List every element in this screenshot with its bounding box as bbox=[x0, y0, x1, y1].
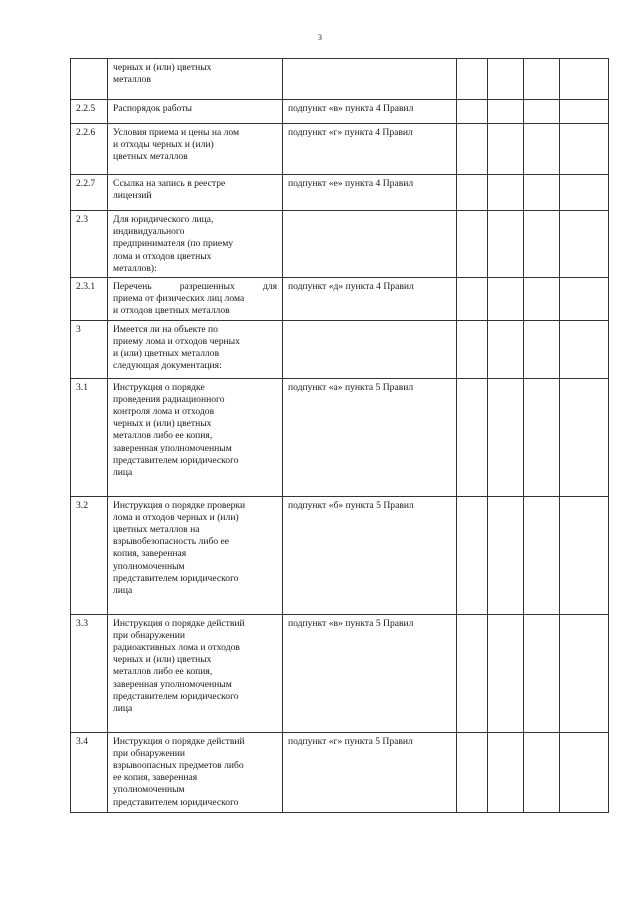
legal-reference-cell: подпункт «б» пункта 5 Правил bbox=[283, 496, 457, 614]
answer-na-cell[interactable] bbox=[524, 100, 560, 124]
item-number-cell: 2.2.5 bbox=[71, 100, 108, 124]
answer-yes-cell[interactable] bbox=[457, 175, 488, 211]
table-row bbox=[71, 278, 609, 321]
requirement-text-cell bbox=[108, 278, 283, 321]
requirement-text-line: Инструкция о порядке действий bbox=[113, 735, 245, 747]
requirement-text-line: металлов): bbox=[113, 262, 157, 274]
requirement-text-line: лома и отходов цветных bbox=[113, 250, 212, 262]
requirement-text-cell bbox=[108, 124, 283, 175]
table-row bbox=[71, 175, 609, 211]
note-cell[interactable] bbox=[560, 496, 609, 614]
requirement-text-cell bbox=[108, 59, 283, 100]
requirement-text-line: представителем юридического bbox=[113, 796, 239, 808]
answer-na-cell[interactable] bbox=[524, 59, 560, 100]
answer-yes-cell[interactable] bbox=[457, 100, 488, 124]
requirement-text-line: копия, заверенная bbox=[113, 548, 187, 560]
requirement-text-line: и (или) цветных металлов bbox=[113, 348, 220, 360]
item-number-cell: 2.2.6 bbox=[71, 124, 108, 175]
answer-no-cell[interactable] bbox=[488, 124, 524, 175]
requirement-text-line: ее копия, заверенная bbox=[113, 772, 198, 784]
legal-reference-cell: подпункт «в» пункта 4 Правил bbox=[283, 100, 457, 124]
legal-reference-cell: подпункт «в» пункта 5 Правил bbox=[283, 614, 457, 732]
requirement-text-line: уполномоченным bbox=[113, 560, 185, 572]
requirement-text-line: индивидуального bbox=[113, 226, 185, 238]
answer-yes-cell[interactable] bbox=[457, 496, 488, 614]
requirement-text-line: представителем юридического bbox=[113, 454, 239, 466]
note-cell[interactable] bbox=[560, 278, 609, 321]
requirement-text-line: черных и (или) цветных bbox=[113, 62, 212, 73]
answer-no-cell[interactable] bbox=[488, 378, 524, 496]
requirement-text-line: Инструкция о порядке bbox=[113, 381, 205, 393]
answer-yes-cell[interactable] bbox=[457, 614, 488, 732]
answer-na-cell[interactable] bbox=[524, 496, 560, 614]
requirement-text-line: приему лома и отходов черных bbox=[113, 335, 240, 347]
answer-na-cell[interactable] bbox=[524, 320, 560, 378]
answer-yes-cell[interactable] bbox=[457, 320, 488, 378]
answer-yes-cell[interactable] bbox=[457, 278, 488, 321]
requirement-text-line: при обнаружении bbox=[113, 747, 186, 759]
table-row bbox=[71, 732, 609, 812]
answer-no-cell[interactable] bbox=[488, 320, 524, 378]
legal-reference-cell: подпункт «г» пункта 5 Правил bbox=[283, 732, 457, 812]
answer-no-cell[interactable] bbox=[488, 100, 524, 124]
table-row bbox=[71, 211, 609, 278]
legal-reference-cell: подпункт «д» пункта 4 Правил bbox=[283, 278, 457, 321]
table-row bbox=[71, 496, 609, 614]
requirement-text-line: цветных металлов bbox=[113, 151, 188, 163]
requirement-text-line: уполномоченным bbox=[113, 784, 185, 796]
requirement-text-line: взрывоопасных предметов либо bbox=[113, 760, 244, 772]
answer-no-cell[interactable] bbox=[488, 614, 524, 732]
requirement-text-cell bbox=[108, 732, 283, 812]
requirement-text-line: заверенная уполномоченным bbox=[113, 442, 232, 454]
note-cell[interactable] bbox=[560, 175, 609, 211]
answer-na-cell[interactable] bbox=[524, 378, 560, 496]
item-number-cell: 3.3 bbox=[71, 614, 108, 732]
item-number-cell: 2.3.1 bbox=[71, 278, 108, 321]
note-cell[interactable] bbox=[560, 59, 609, 100]
note-cell[interactable] bbox=[560, 320, 609, 378]
item-number-cell: 3.4 bbox=[71, 732, 108, 812]
answer-no-cell[interactable] bbox=[488, 278, 524, 321]
requirement-text-line: приема от физических лиц лома bbox=[113, 293, 245, 305]
page-number: 3 bbox=[318, 33, 322, 42]
item-number-cell: 2.2.7 bbox=[71, 175, 108, 211]
requirement-text-cell bbox=[108, 378, 283, 496]
answer-na-cell[interactable] bbox=[524, 211, 560, 278]
requirement-text-line: Инструкция о порядке проверки bbox=[113, 499, 246, 511]
item-number-cell bbox=[71, 59, 108, 100]
table-row bbox=[71, 378, 609, 496]
table-row bbox=[71, 320, 609, 378]
answer-yes-cell[interactable] bbox=[457, 378, 488, 496]
answer-yes-cell[interactable] bbox=[457, 124, 488, 175]
table-row bbox=[71, 100, 609, 124]
answer-yes-cell[interactable] bbox=[457, 732, 488, 812]
note-cell[interactable] bbox=[560, 614, 609, 732]
answer-yes-cell[interactable] bbox=[457, 211, 488, 278]
table-row bbox=[71, 124, 609, 175]
requirement-text-line: Инструкция о порядке действий bbox=[113, 617, 245, 629]
item-number-cell: 3 bbox=[71, 320, 108, 378]
legal-reference-cell bbox=[283, 211, 457, 278]
requirement-text-cell bbox=[108, 320, 283, 378]
requirement-text-line: представителем юридического bbox=[113, 690, 239, 702]
legal-reference-cell bbox=[283, 59, 457, 100]
requirement-text-line: Условия приема и цены на лом bbox=[113, 127, 240, 138]
requirement-text-line: металлов bbox=[113, 74, 151, 86]
answer-na-cell[interactable] bbox=[524, 614, 560, 732]
requirement-text-line: черных и (или) цветных bbox=[113, 654, 212, 666]
requirement-text-line: Распорядок работы bbox=[113, 103, 192, 114]
checklist-table-body bbox=[71, 59, 609, 813]
requirement-text-line: и отходов цветных металлов bbox=[113, 305, 230, 317]
requirement-text-line: контроля лома и отходов bbox=[113, 406, 215, 418]
requirement-text-line: Для юридического лица, bbox=[113, 214, 214, 225]
requirement-text-line: проведения радиационного bbox=[113, 393, 225, 405]
answer-na-cell[interactable] bbox=[524, 124, 560, 175]
requirement-text-line: Ссылка на запись в реестре bbox=[113, 178, 226, 189]
legal-reference-cell: подпункт «е» пункта 4 Правил bbox=[283, 175, 457, 211]
requirement-text-line: следующая документация: bbox=[113, 360, 222, 372]
requirement-text-cell bbox=[108, 175, 283, 211]
requirement-text-line: при обнаружении bbox=[113, 629, 186, 641]
note-cell[interactable] bbox=[560, 211, 609, 278]
table-row bbox=[71, 59, 609, 100]
requirement-text-line: лица bbox=[113, 703, 133, 715]
note-cell[interactable] bbox=[560, 732, 609, 812]
note-cell[interactable] bbox=[560, 124, 609, 175]
requirement-text-line: Имеется ли на объекте по bbox=[113, 323, 218, 335]
answer-yes-cell[interactable] bbox=[457, 59, 488, 100]
item-number-cell: 3.2 bbox=[71, 496, 108, 614]
requirement-text-line: черных и (или) цветных bbox=[113, 418, 212, 430]
note-cell[interactable] bbox=[560, 378, 609, 496]
requirement-text-line: радиоактивных лома и отходов bbox=[113, 642, 240, 654]
item-number-cell: 2.3 bbox=[71, 211, 108, 278]
requirement-text-line: и отходы черных и (или) bbox=[113, 139, 214, 151]
requirement-text-line: Перечень разрешенных для bbox=[113, 281, 277, 293]
table-row bbox=[71, 614, 609, 732]
answer-na-cell[interactable] bbox=[524, 732, 560, 812]
requirement-text-line: лица bbox=[113, 467, 133, 479]
requirement-text-cell bbox=[108, 614, 283, 732]
answer-no-cell[interactable] bbox=[488, 59, 524, 100]
requirement-text-line: металлов либо ее копия, bbox=[113, 666, 213, 678]
answer-na-cell[interactable] bbox=[524, 278, 560, 321]
requirement-text-line: заверенная уполномоченным bbox=[113, 678, 232, 690]
requirement-text-cell bbox=[108, 100, 283, 124]
legal-reference-cell: подпункт «г» пункта 4 Правил bbox=[283, 124, 457, 175]
requirement-text-line: взрывобезопасность либо ее bbox=[113, 536, 230, 548]
requirement-text-line: металлов либо ее копия, bbox=[113, 430, 213, 442]
requirement-text-line: лица bbox=[113, 585, 133, 597]
answer-na-cell[interactable] bbox=[524, 175, 560, 211]
legal-reference-cell: подпункт «а» пункта 5 Правил bbox=[283, 378, 457, 496]
checklist-table bbox=[70, 58, 609, 813]
requirement-text-line: предпринимателя (по приему bbox=[113, 238, 234, 250]
requirement-text-line: лома и отходов черных и (или) bbox=[113, 511, 239, 523]
requirement-text-cell bbox=[108, 496, 283, 614]
answer-no-cell[interactable] bbox=[488, 496, 524, 614]
requirement-text-line: цветных металлов на bbox=[113, 524, 200, 536]
item-number-cell: 3.1 bbox=[71, 378, 108, 496]
requirement-text-line: лицензий bbox=[113, 190, 152, 202]
note-cell[interactable] bbox=[560, 100, 609, 124]
answer-no-cell[interactable] bbox=[488, 211, 524, 278]
answer-no-cell[interactable] bbox=[488, 175, 524, 211]
legal-reference-cell bbox=[283, 320, 457, 378]
requirement-text-line: представителем юридического bbox=[113, 572, 239, 584]
answer-no-cell[interactable] bbox=[488, 732, 524, 812]
requirement-text-cell bbox=[108, 211, 283, 278]
